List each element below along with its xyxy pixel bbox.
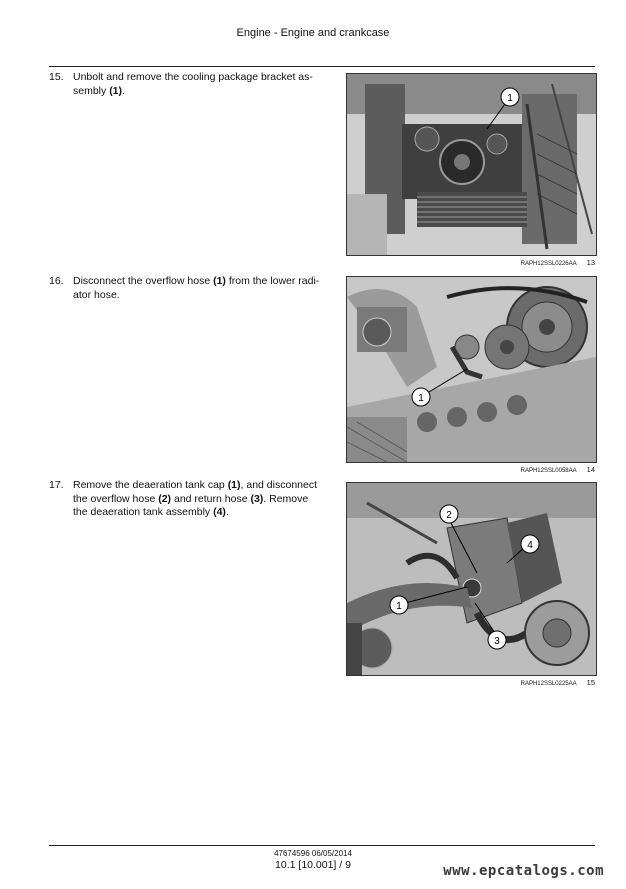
figure-number: 14 — [586, 465, 595, 474]
figure-callout: 1 — [507, 93, 513, 104]
step-15 — [49, 71, 325, 98]
figure-code: RAPH12SSL0058AA — [520, 468, 577, 474]
callout-ref: (1) — [109, 84, 123, 97]
step-text: Unbolt and remove the cooling package bracket as- sembly (1). — [73, 71, 313, 97]
figure-14-caption — [346, 465, 595, 474]
figure-callout: 1 — [396, 601, 402, 612]
footer-rule — [49, 845, 595, 846]
callout-ref: (3) — [250, 492, 264, 505]
figure-code: RAPH12SSL0225AA — [520, 681, 577, 687]
figure-15-caption — [346, 678, 595, 687]
figure-14-overflow-hose-photo — [346, 276, 597, 463]
step-number: 16. — [49, 275, 64, 287]
figure-callout: 2 — [446, 510, 452, 521]
figure-15-deaeration-tank-photo — [346, 482, 597, 676]
figure-callout: 1 — [418, 393, 424, 404]
figure-callout: 4 — [527, 540, 533, 551]
header-rule — [49, 66, 595, 67]
figure-13-engine-bay-photo — [346, 73, 597, 256]
step-16 — [49, 275, 325, 302]
footer-page-ref: 10.1 [10.001] / 9 — [275, 859, 351, 871]
callout-ref: (1) — [213, 275, 226, 287]
figure-callout: 3 — [494, 636, 500, 647]
figure-number: 13 — [586, 258, 595, 267]
footer-doc-ref: 47674596 06/05/2014 — [274, 849, 352, 858]
page-header-title: Engine - Engine and crankcase — [236, 27, 390, 39]
callout-ref: (4) — [213, 506, 226, 518]
step-number: 17. — [49, 479, 64, 491]
step-text: Disconnect the overflow hose (1) from the lower radi- ator hose. — [73, 275, 320, 301]
step-17 — [49, 479, 325, 520]
callout-ref: (1) — [227, 479, 241, 491]
figure-number: 15 — [586, 678, 595, 687]
figure-13-caption — [346, 258, 595, 267]
callout-ref: (2) — [158, 492, 172, 505]
watermark-link[interactable]: www.epcatalogs.com — [443, 863, 604, 879]
step-number: 15. — [49, 71, 64, 83]
figure-code: RAPH12SSL0226AA — [520, 261, 577, 267]
step-text: Remove the deaeration tank cap (1), and disconnect the overflow hose (2) and return hose (3). Remove the deaeration tank assembly (4). — [73, 479, 317, 518]
